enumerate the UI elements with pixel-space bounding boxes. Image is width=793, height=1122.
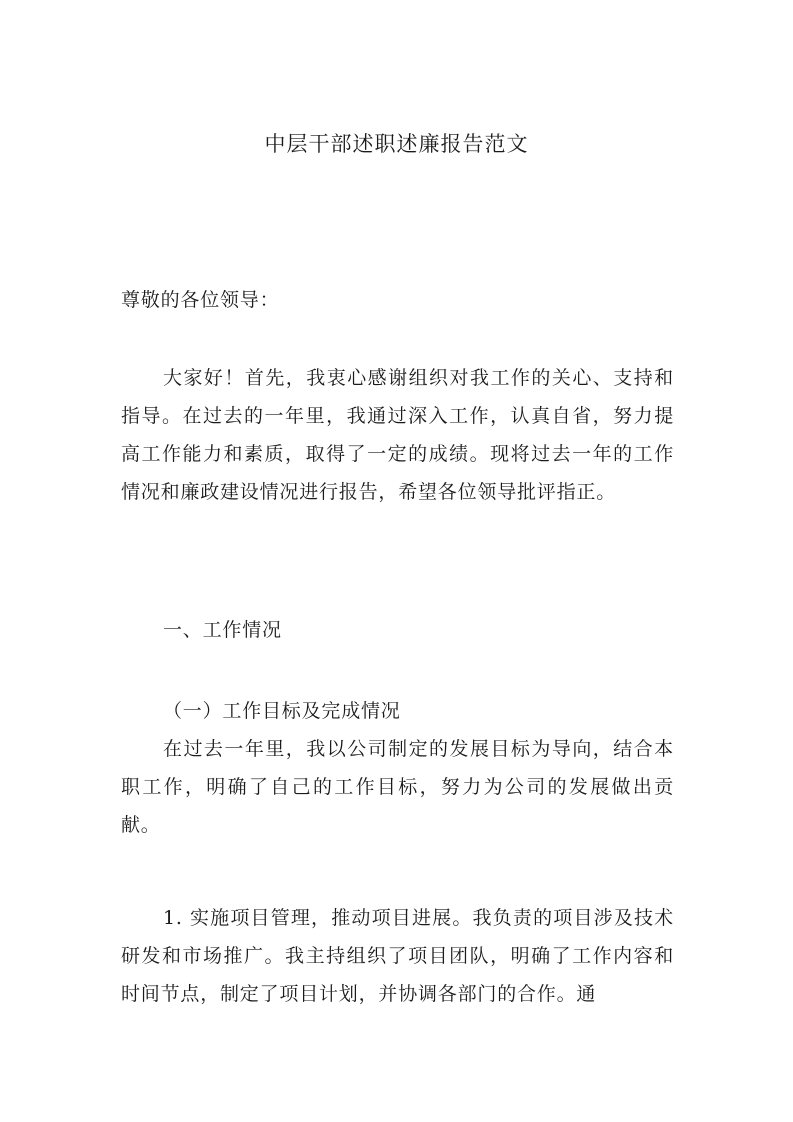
intro-paragraph: 大家好！首先，我衷心感谢组织对我工作的关心、支持和指导。在过去的一年里，我通过深入工作，认真自省，努力提高工作能力和素质，取得了一定的成绩。现将过去一年的工作情况和廉政建设情况进行报告，希望各位领导批评指正。 [121,367,674,503]
subsection-heading: （一）工作目标及完成情况 [163,700,401,722]
item-paragraph: 1. 实施项目管理，推动项目进展。我负责的项目涉及技术研发和市场推广。我主持组织了项目团队，明确了工作内容和时间节点，制定了项目计划，并协调各部门的合作。通 [121,907,674,1005]
document-title: 中层干部述职述廉报告范文 [264,132,529,156]
salutation: 尊敬的各位领导： [121,289,280,311]
subsection-paragraph: 在过去一年里，我以公司制定的发展目标为导向，结合本职工作，明确了自己的工作目标，努力为公司的发展做出贡献。 [121,738,674,836]
section-heading: 一、工作情况 [163,619,282,641]
